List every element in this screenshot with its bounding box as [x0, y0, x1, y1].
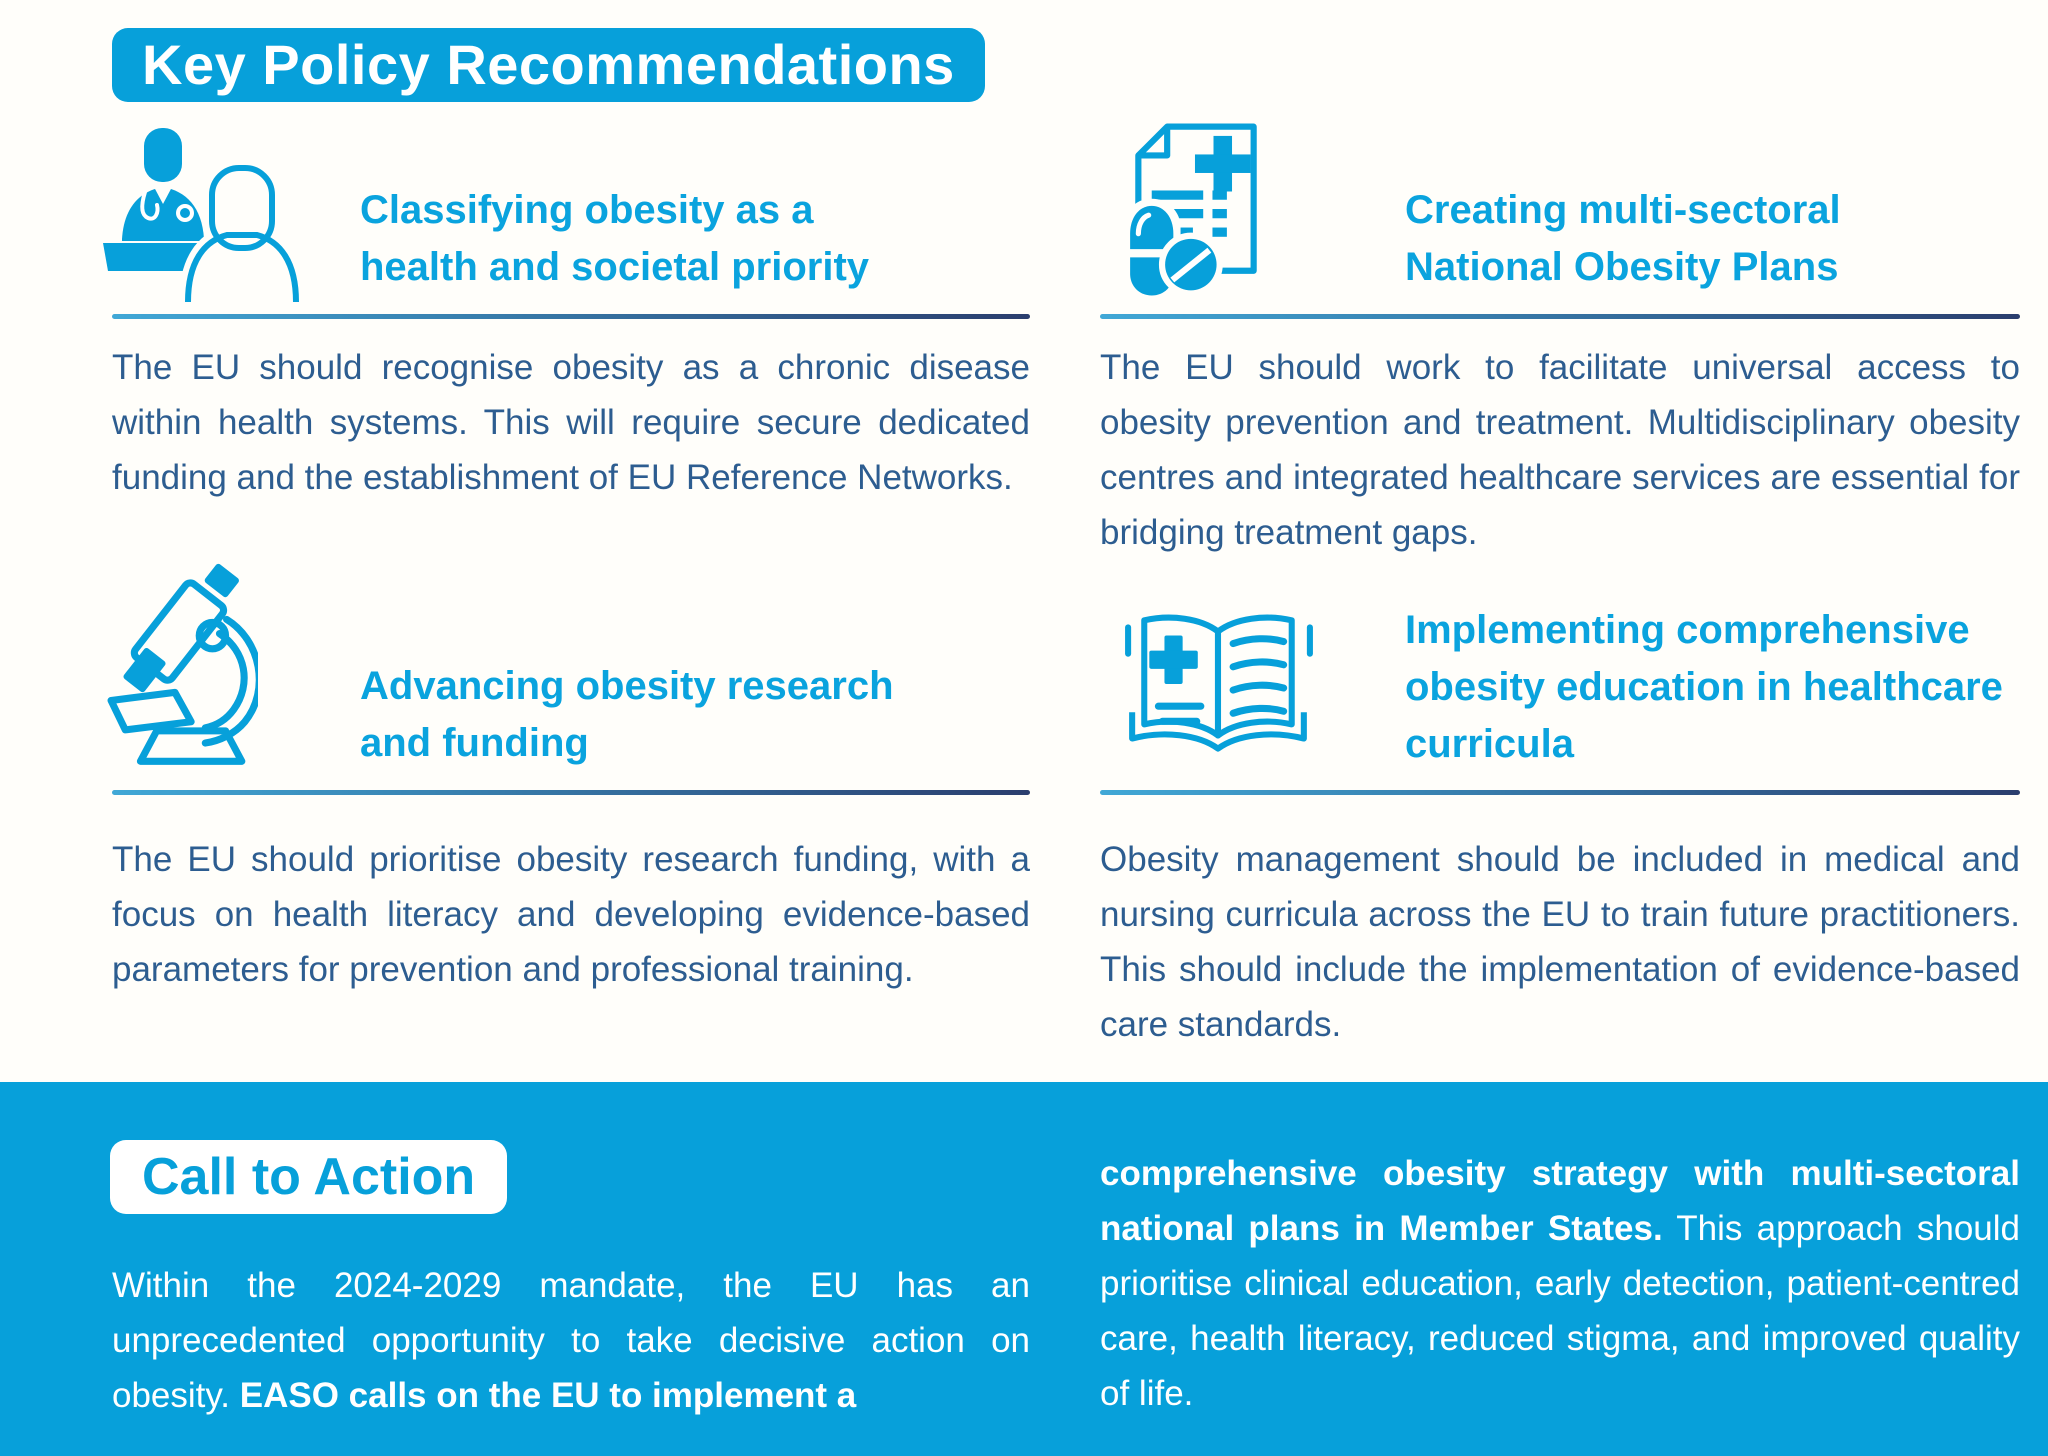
medical-textbook-icon [1118, 610, 1320, 764]
call-to-action-banner [0, 1082, 2048, 1456]
recommendation-body: The EU should work to facilitate universal access to obesity prevention and treatment. Multidisciplinary obesity centres and integrated healthcare services are essential for bridging treatment gaps. [1100, 348, 2020, 552]
heading-line: obesity education in healthcare [1405, 665, 2003, 709]
heading-line: and funding [360, 721, 589, 765]
section-divider [1100, 790, 2020, 795]
recommendation-body: The EU should prioritise obesity research funding, with a focus on health literacy and developing evidence-based parameters for prevention and professional training. [112, 840, 1030, 989]
microscope-icon [106, 562, 258, 766]
recommendation-heading [1405, 182, 1841, 296]
cta-left-bold-text: EASO calls on the EU to implement a [239, 1376, 857, 1415]
doctor-and-patient-icon [100, 120, 310, 305]
section-divider [112, 790, 1030, 795]
heading-line: curricula [1405, 722, 1574, 766]
cta-paragraph-right [1100, 1146, 2020, 1421]
heading-line: Implementing comprehensive [1405, 608, 1970, 652]
medical-report-and-pills-icon [1126, 120, 1266, 298]
call-to-action-title: Call to Action [110, 1140, 507, 1214]
heading-line: Advancing obesity research [360, 664, 894, 708]
recommendation-body: Obesity management should be included in medical and nursing curricula across the EU to train future practitioners. This should include the implementation of evidence-based care standards. [1100, 840, 2020, 1044]
page-title: Key Policy Recommendations [112, 28, 985, 102]
heading-line: Creating multi-sectoral [1405, 188, 1841, 232]
heading-line: National Obesity Plans [1405, 245, 1839, 289]
cta-paragraph-left [112, 1258, 1030, 1423]
section-divider [112, 314, 1030, 319]
recommendation-heading [360, 182, 869, 296]
recommendation-heading [360, 658, 894, 772]
cta-left-regular-text: Within the 2024-2029 mandate, the EU has an unprecedented opportunity to take decisive action on obesity. [112, 1266, 1030, 1415]
recommendation-heading [1405, 602, 2003, 773]
heading-line: Classifying obesity as a [360, 188, 814, 232]
cta-right-bold-text: comprehensive obesity strategy with multi-sectoral national plans in Member States. [1100, 1154, 2020, 1248]
heading-line: health and societal priority [360, 245, 870, 289]
section-divider [1100, 314, 2020, 319]
recommendation-body: The EU should recognise obesity as a chronic disease within health systems. This will require secure dedicated funding and the establishment of EU Reference Networks. [112, 348, 1030, 497]
cta-right-regular-text: This approach should prioritise clinical education, early detection, patient-centred care, health literacy, reduced stigma, and improved quality of life. [1100, 1209, 2020, 1413]
